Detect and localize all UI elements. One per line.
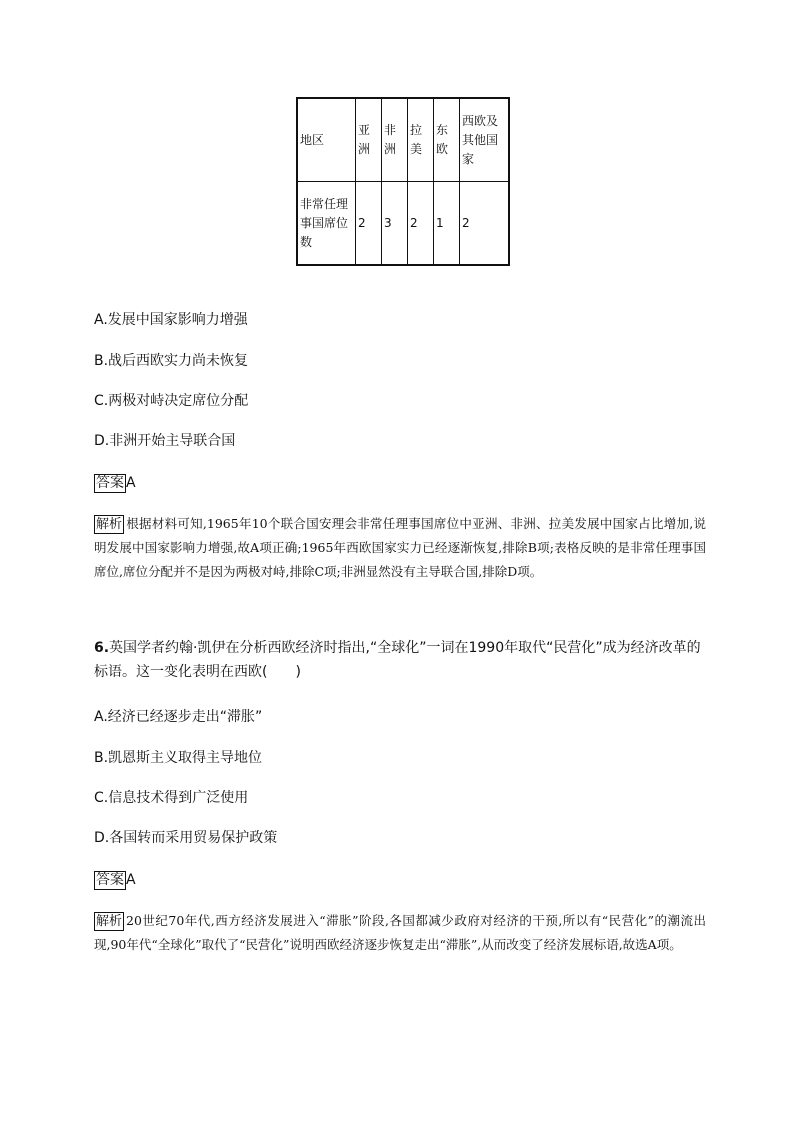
- q6-option-a: A.经济已经逐步走出“滞胀”: [94, 709, 263, 725]
- q5-option-d: D.非洲开始主导联合国: [94, 433, 236, 449]
- row-label-cell: 非常任理事国席位数: [297, 182, 356, 266]
- answer-label: 答案: [96, 475, 124, 491]
- table-header-row: [297, 98, 509, 182]
- q6-analysis: [94, 909, 706, 957]
- q5-analysis: [94, 512, 706, 584]
- value-cell: 2: [460, 182, 510, 266]
- answer-value: A: [126, 475, 136, 491]
- q5-option-b: B.战后西欧实力尚未恢复: [94, 353, 249, 369]
- analysis-label: 解析: [96, 914, 123, 929]
- header-cell-latin-america: 拉美: [408, 98, 434, 182]
- value-cell: 1: [434, 182, 460, 266]
- table-data-row: [297, 182, 509, 266]
- q6-option-d: D.各国转而采用贸易保护政策: [94, 830, 278, 846]
- header-cell-eastern-europe: 东欧: [434, 98, 460, 182]
- q6-option-c: C.信息技术得到广泛使用: [94, 790, 249, 806]
- answer-label: 答案: [96, 872, 124, 888]
- question-text: 英国学者约翰·凯伊在分析西欧经济时指出,“全球化”一词在1990年取代“民营化”成为经济改革的标语。这一变化表明在西欧( ): [94, 640, 701, 680]
- header-cell-africa: 非洲: [382, 98, 408, 182]
- analysis-text: 根据材料可知,1965年10个联合国安理会非常任理事国席位中亚洲、非洲、拉美发展中国家占比增加,说明发展中国家影响力增强,故A项正确;1965年西欧国家实力已经逐渐恢复,排除B项;表格反映的是非常任理事国席位,席位分配并不是因为两极对峙,排除C项;非洲显然没有主导联合国,排除D项。: [94, 516, 706, 579]
- header-cell-western-europe: 西欧及其他国家: [460, 98, 510, 182]
- q6-stem: [94, 636, 706, 684]
- header-cell-asia: 亚洲: [356, 98, 382, 182]
- q5-option-a: A.发展中国家影响力增强: [94, 312, 248, 328]
- analysis-text: 20世纪70年代,西方经济发展进入“滞胀”阶段,各国都减少政府对经济的干预,所以有“民营化”的潮流出现,90年代“全球化”取代了“民营化”说明西欧经济逐步恢复走出“滞胀”,从而改变了经济发展标语,故选A项。: [94, 913, 706, 952]
- q6-answer: [94, 870, 136, 890]
- value-cell: 2: [408, 182, 434, 266]
- q6-option-b: B.凯恩斯主义取得主导地位: [94, 750, 263, 766]
- q5-option-c: C.两极对峙决定席位分配: [94, 393, 249, 409]
- q5-answer: [94, 473, 136, 493]
- question-number: 6.: [94, 640, 110, 656]
- analysis-label: 解析: [96, 517, 123, 532]
- header-cell-region: 地区: [297, 98, 356, 182]
- value-cell: 3: [382, 182, 408, 266]
- answer-value: A: [126, 872, 136, 888]
- seat-table: [296, 97, 510, 266]
- value-cell: 2: [356, 182, 382, 266]
